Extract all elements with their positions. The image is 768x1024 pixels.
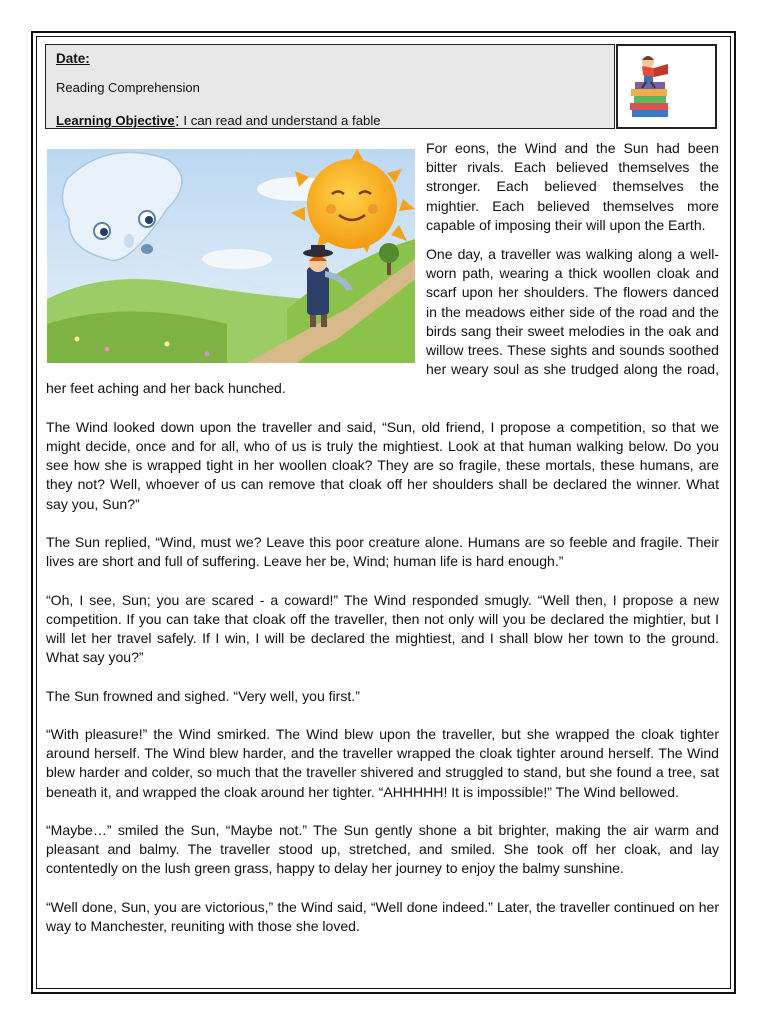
- paragraph-9: “Well done, Sun, you are victorious,” the Wind said, “Well done indeed.” Later, the traveller continued on her way to Manchester, reuniting with those she loved.: [46, 898, 719, 935]
- paragraph-2: One day, a traveller was walking along a well-worn path, wearing a thick woollen cloak and scarf upon her shoulders. The flowers danced in the meadows either side of the road and the birds sang their sweet melodies in the oak and willow trees. These sights and sounds soothed her weary soul as she trudged along the road, her feet aching and her back hunched.: [46, 246, 719, 397]
- subject-title: Reading Comprehension: [56, 80, 200, 95]
- objective-text: I can read and understand a fable: [179, 113, 381, 128]
- learning-objective: [56, 109, 381, 130]
- paragraph-7: “With pleasure!” the Wind smirked. The Wind blew upon the traveller, but she wrapped the cloak tighter around herself. The Wind blew harder, and the traveller wrapped the cloak tighter around herself. The Wind blew harder and colder, so much that the traveller shivered and struggled to stand, but she found a tree, sat beneath it, and wrapped the cloak around her tighter. “AHHHHH! It is impossible!” The Wind bellowed.: [46, 726, 719, 800]
- worksheet-header: [45, 44, 615, 129]
- paragraph-5: “Oh, I see, Sun; you are scared - a coward!” The Wind responded smugly. “Well then, I propose a new competition. If you can take that cloak off the traveller, then not only will you be declared the mightier, but I will let her travel safely. If I win, I will be declared the mightiest, and I shall blow her town to the ground. What say you?”: [46, 591, 719, 666]
- objective-label: Learning Objective: [56, 113, 175, 128]
- paragraph-4: The Sun replied, “Wind, must we? Leave this poor creature alone. Humans are so feeble and fragile. Their lives are short and full of suffering. Leave her be, Wind; human life is hard enough.”: [46, 534, 719, 570]
- paragraph-3: The Wind looked down upon the traveller and said, “Sun, old friend, I propose a competition, so that we might decide, once and for all, who of us is truly the mightiest. Look at that human walking below. Do you see how she is wrapped tight in her woollen cloak? They are so fragile, these mortals, these humans, are they not? Well, whoever of us can remove that cloak off her shoulders shall be declared the winner. What say you, Sun?”: [46, 418, 719, 512]
- fable-text: [46, 139, 719, 955]
- reading-girl-on-books-icon: [616, 44, 717, 129]
- objective-colon: :: [174, 110, 180, 130]
- illustration-spacer: [46, 139, 426, 374]
- paragraph-1: For eons, the Wind and the Sun had been bitter rivals. Each believed themselves the stronger. Each believed themselves the mightier. Each believed themselves more capable of imposing their will upon the Earth.: [426, 140, 719, 233]
- paragraph-6: The Sun frowned and sighed. “Very well, you first.”: [46, 687, 360, 704]
- date-label: Date:: [56, 51, 90, 66]
- paragraph-8: “Maybe…” smiled the Sun, “Maybe not.” The Sun gently shone a bit brighter, making the air warm and pleasant and balmy. The traveller stood up, stretched, and smiled. She took off her cloak, and lay contentedly on the lush green grass, happy to delay her journey to enjoy the balmy sunshine.: [46, 822, 719, 877]
